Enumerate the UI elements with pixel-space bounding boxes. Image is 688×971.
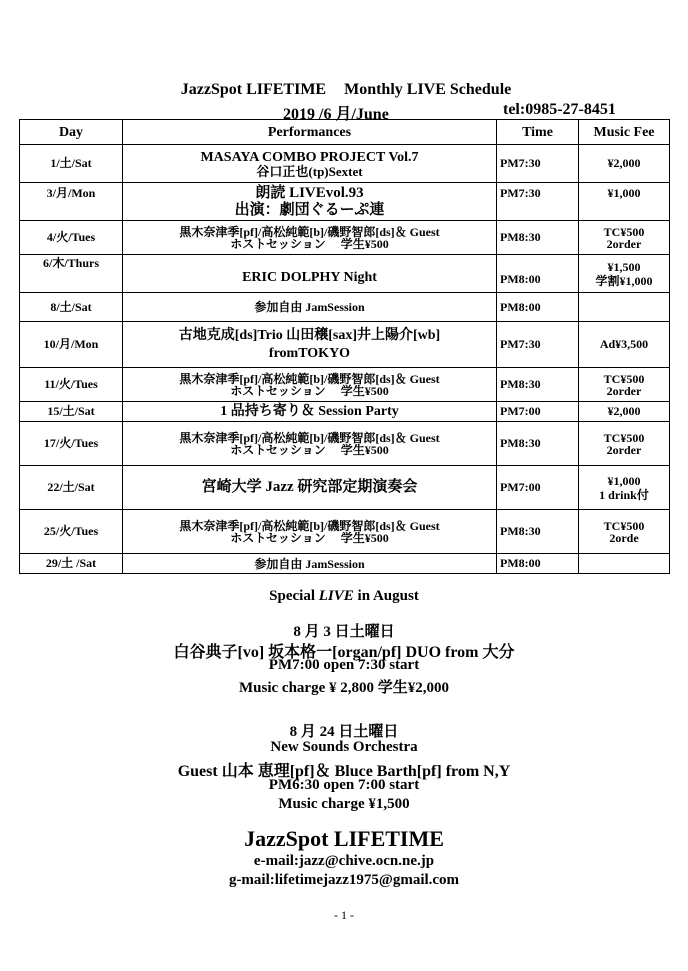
event1-artists: 白谷典子[vo] 坂本格一[organ/pf] DUO from 大分	[173, 644, 515, 661]
perf-line-2: fromTOKYO	[268, 345, 351, 361]
event1-charge: Music charge ¥ 2,800 学生¥2,000	[239, 680, 449, 696]
table-row	[20, 368, 670, 402]
fee-line-1: TC¥500	[603, 224, 645, 239]
page-number: - 1 -	[334, 908, 354, 922]
schedule-month: 2019 /6 月/June	[283, 106, 389, 123]
table-row	[20, 221, 670, 255]
email-address: e-mail:jazz@chive.ocn.ne.jp	[253, 853, 435, 869]
row-day: 22/土/Sat	[20, 466, 123, 510]
perf-line-1: 黒木奈津季[pf]/高松純範[b]/磯野智郎[ds]＆ Guest	[179, 430, 440, 445]
table-row	[20, 293, 670, 322]
row-performance	[123, 466, 497, 510]
row-time: PM7:00	[497, 466, 579, 510]
fee-line-1: TC¥500	[603, 518, 645, 533]
perf-line-2: 出演：劇団ぐるーぷ連	[234, 201, 385, 218]
row-fee	[579, 145, 670, 183]
fee-line-2: 2order	[606, 442, 642, 457]
row-performance	[123, 422, 497, 466]
row-time: PM7:30	[497, 183, 579, 221]
row-fee	[579, 554, 670, 574]
venue-name: JazzSpot LIFETIME	[244, 826, 444, 851]
row-time: PM8:30	[497, 510, 579, 554]
row-fee	[579, 293, 670, 322]
row-time: PM8:30	[497, 221, 579, 255]
event2-band: New Sounds Orchestra	[270, 739, 418, 755]
col-header-time: Time	[497, 120, 579, 145]
title-subtitle: Monthly LIVE Schedule	[344, 81, 512, 98]
row-day: 3/月/Mon	[20, 183, 123, 221]
perf-line-1: 古地克成[ds]Trio 山田穣[sax]井上陽介[wb]	[178, 327, 441, 343]
row-day: 15/土/Sat	[20, 402, 123, 422]
table-row	[20, 145, 670, 183]
row-day: 10/月/Mon	[20, 322, 123, 368]
row-fee	[579, 255, 670, 293]
perf-line-2: 谷口正也(tp)Sextet	[256, 164, 363, 179]
fee-line-1: ¥2,000	[607, 156, 641, 170]
row-day: 6/木/Thurs	[20, 255, 123, 293]
event2-date: 8 月 24 日土曜日	[289, 724, 399, 740]
fee-line-2: 2orde	[609, 530, 639, 545]
schedule-title	[0, 81, 688, 99]
row-performance	[123, 293, 497, 322]
row-performance	[123, 255, 497, 293]
table-row	[20, 510, 670, 554]
event1-date: 8 月 3 日土曜日	[293, 624, 395, 640]
perf-line-2: ホストセッション 学生¥500	[230, 442, 389, 457]
perf-line-2: ホストセッション 学生¥500	[230, 236, 389, 251]
row-fee	[579, 322, 670, 368]
table-header-row	[20, 120, 670, 145]
row-time: PM8:00	[497, 293, 579, 322]
row-performance	[123, 510, 497, 554]
row-performance	[123, 221, 497, 255]
special-heading-month: in August	[357, 588, 419, 604]
row-time: PM7:00	[497, 402, 579, 422]
special-live-heading	[0, 588, 688, 605]
perf-line-1: 参加自由 JamSession	[254, 556, 365, 571]
perf-line-1: 宮崎大学 Jazz 研究部定期演奏会	[201, 479, 418, 495]
row-fee	[579, 466, 670, 510]
row-time: PM8:00	[497, 255, 579, 293]
row-performance	[123, 322, 497, 368]
table-row	[20, 255, 670, 293]
row-fee	[579, 368, 670, 402]
row-time: PM8:30	[497, 368, 579, 402]
row-fee	[579, 221, 670, 255]
event1-times: PM7:00 open 7:30 start	[268, 657, 420, 673]
fee-line-2: 1 drink付	[599, 487, 649, 502]
row-day: 17/火/Tues	[20, 422, 123, 466]
row-performance	[123, 554, 497, 574]
event2-charge: Music charge ¥1,500	[278, 796, 410, 812]
row-performance	[123, 402, 497, 422]
gmail-address: g-mail:lifetimejazz1975@gmail.com	[228, 872, 460, 888]
table-row	[20, 183, 670, 221]
table-row	[20, 402, 670, 422]
perf-line-1: MASAYA COMBO PROJECT Vol.7	[200, 150, 419, 165]
row-day: 1/土/Sat	[20, 145, 123, 183]
table-row	[20, 554, 670, 574]
perf-line-1: 黒木奈津季[pf]/高松純範[b]/磯野智郎[ds]＆ Guest	[179, 371, 440, 386]
fee-line-1: ¥1,000	[607, 473, 641, 488]
col-header-day: Day	[20, 120, 123, 145]
row-fee	[579, 510, 670, 554]
event2-times: PM6:30 open 7:00 start	[268, 777, 420, 793]
row-day: 25/火/Tues	[20, 510, 123, 554]
fee-line-2: 2order	[606, 383, 642, 398]
row-performance	[123, 368, 497, 402]
row-time: PM7:30	[497, 145, 579, 183]
title-venue: JazzSpot LIFETIME	[180, 81, 327, 98]
row-fee	[579, 183, 670, 221]
row-day: 8/土/Sat	[20, 293, 123, 322]
perf-line-2: ホストセッション 学生¥500	[230, 383, 389, 398]
col-header-fee: Music Fee	[579, 120, 670, 145]
perf-line-1: 参加自由 JamSession	[254, 300, 365, 314]
table-row	[20, 466, 670, 510]
row-day: 4/火/Tues	[20, 221, 123, 255]
fee-line-2: 2order	[606, 236, 642, 251]
schedule-table	[19, 119, 670, 574]
row-time: PM8:00	[497, 554, 579, 574]
row-time: PM7:30	[497, 322, 579, 368]
row-fee	[579, 402, 670, 422]
table-row	[20, 322, 670, 368]
perf-line-1: ERIC DOLPHY Night	[242, 270, 377, 285]
fee-line-1: ¥1,500	[607, 259, 641, 274]
special-heading-word: Special	[269, 588, 316, 604]
schedule-subheader	[0, 101, 688, 121]
row-day: 29/土 /Sat	[20, 554, 123, 574]
event2-guests: Guest 山本 恵理[pf]＆ Bluce Barth[pf] from N,Y	[177, 763, 511, 780]
fee-line-1: ¥2,000	[607, 404, 641, 418]
phone-number: tel:0985-27-8451	[503, 101, 616, 118]
fee-line-1: ¥1,000	[607, 186, 641, 200]
special-heading-live: LIVE	[318, 588, 354, 604]
perf-line-1: 黒木奈津季[pf]/高松純範[b]/磯野智郎[ds]＆ Guest	[179, 224, 440, 239]
row-performance	[123, 145, 497, 183]
row-fee	[579, 422, 670, 466]
fee-line-1: TC¥500	[603, 430, 645, 445]
perf-line-2: ホストセッション 学生¥500	[230, 530, 389, 545]
row-performance	[123, 183, 497, 221]
col-header-performances: Performances	[123, 120, 497, 145]
perf-line-1: 朗読 LIVEvol.93	[255, 184, 364, 201]
perf-line-1: 黒木奈津季[pf]/高松純範[b]/磯野智郎[ds]＆ Guest	[179, 518, 440, 533]
row-time: PM8:30	[497, 422, 579, 466]
fee-line-2: 学割¥1,000	[595, 273, 653, 288]
table-row	[20, 422, 670, 466]
fee-line-1: Ad¥3,500	[599, 337, 649, 351]
row-day: 11/火/Tues	[20, 368, 123, 402]
fee-line-1: TC¥500	[603, 371, 645, 386]
perf-line-1: 1 品持ち寄り＆ Session Party	[220, 404, 399, 419]
